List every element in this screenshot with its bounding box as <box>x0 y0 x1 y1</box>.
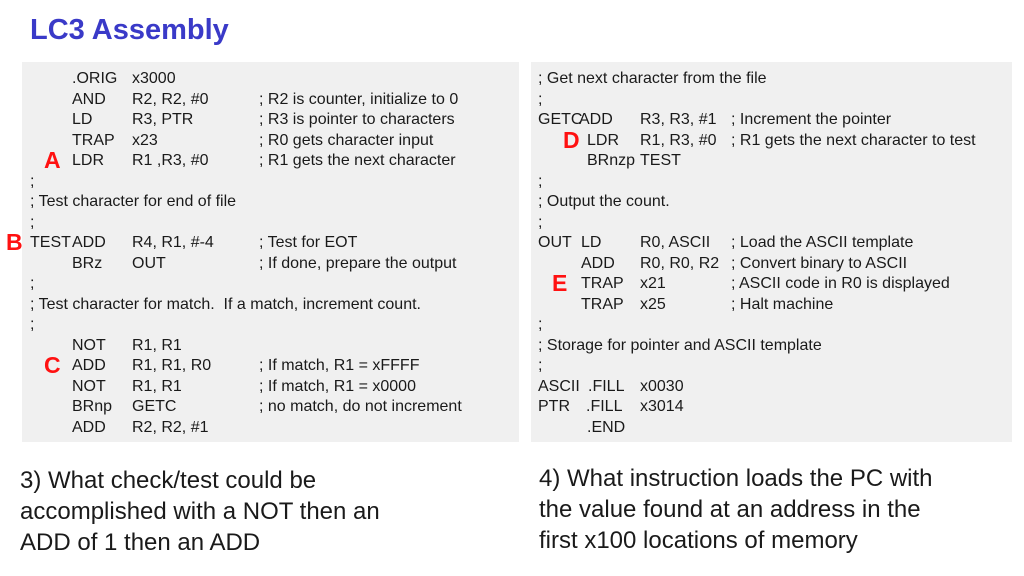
code-cm: ; no match, do not increment <box>259 398 462 415</box>
code-c2: R0, R0, R2 <box>640 254 720 272</box>
code-cm: ; Load the ASCII template <box>731 234 914 251</box>
code-c2: GETC <box>132 398 177 415</box>
code-cm: ; Halt machine <box>731 295 834 313</box>
code-text: ; Get next character from the file <box>538 70 767 87</box>
code-c2: R0, ASCII <box>640 234 711 251</box>
code-label: TEST <box>30 234 71 251</box>
code-c1: ADD <box>579 111 613 128</box>
code-text: ; <box>538 172 543 190</box>
code-c1: LD <box>72 111 93 128</box>
code-c1: ADD <box>72 357 106 374</box>
code-c2: x23 <box>132 131 158 149</box>
marker-c: C <box>44 352 61 378</box>
code-c1: .END <box>587 418 626 436</box>
code-c2: R2, R2, #0 <box>132 90 209 108</box>
code-c2: R4, R1, #-4 <box>132 234 214 251</box>
question-4-line: the value found at an address in the <box>539 496 921 523</box>
code-c1: ADD <box>581 254 615 272</box>
code-cm: ; R3 is pointer to characters <box>259 111 455 128</box>
code-cm: ; R2 is counter, initialize to 0 <box>259 90 459 108</box>
code-cm: ; ASCII code in R0 is displayed <box>731 275 950 292</box>
code-text: ; Output the count. <box>538 193 670 210</box>
code-c2: x25 <box>640 295 666 313</box>
code-c1: TRAP <box>581 275 624 292</box>
code-cm: ; Test for EOT <box>259 234 358 251</box>
code-text: ; <box>538 357 543 374</box>
code-c2: x3000 <box>132 70 176 87</box>
code-c2: OUT <box>132 254 166 272</box>
code-c1: LD <box>581 234 602 251</box>
code-c1: LDR <box>72 152 105 169</box>
code-text: ; <box>538 316 543 333</box>
marker-a: A <box>44 147 61 173</box>
question-4-line: first x100 locations of memory <box>539 527 858 554</box>
code-text: ; <box>538 90 543 108</box>
code-c1: BRnp <box>72 398 113 415</box>
code-c2: R1 ,R3, #0 <box>132 152 209 169</box>
code-c2: x0030 <box>640 377 684 395</box>
code-text: ; Storage for pointer and ASCII template <box>538 336 822 354</box>
code-text: ; <box>538 213 543 231</box>
code-cm: ; R1 gets the next character to test <box>731 131 976 149</box>
right-code-panel <box>531 62 1012 442</box>
question-4-line: 4) What instruction loads the PC with <box>539 465 933 492</box>
question-3-line: ADD of 1 then an ADD <box>20 529 261 556</box>
code-c2: R3, PTR <box>132 111 194 128</box>
code-c2: TEST <box>640 152 681 169</box>
code-cm: ; Convert binary to ASCII <box>731 254 908 272</box>
code-text: ; <box>30 172 35 190</box>
code-c1: NOT <box>72 336 106 354</box>
code-cm: ; If done, prepare the output <box>259 254 457 272</box>
code-c1: AND <box>72 90 106 108</box>
code-c2: x3014 <box>640 398 684 415</box>
code-cm: ; If match, R1 = x0000 <box>259 377 416 395</box>
code-text: ; <box>30 316 35 333</box>
code-cm: ; If match, R1 = xFFFF <box>259 357 420 374</box>
code-c1: ADD <box>72 234 106 251</box>
code-label: GETC <box>538 111 583 128</box>
question-4 <box>539 463 933 556</box>
code-label: ASCII <box>538 377 580 395</box>
question-3-line: 3) What check/test could be <box>20 467 317 494</box>
code-c2: R1, R1, R0 <box>132 357 212 374</box>
code-c1: BRz <box>72 254 103 272</box>
code-cm: ; R0 gets character input <box>259 131 434 149</box>
code-c2: x21 <box>640 275 666 292</box>
left-code-panel <box>22 62 519 442</box>
code-c2: R1, R3, #0 <box>640 131 717 149</box>
question-3 <box>20 465 380 558</box>
code-c1: LDR <box>587 131 620 149</box>
code-c2: R1, R1 <box>132 336 182 354</box>
marker-b: B <box>6 229 23 255</box>
code-c1: .FILL <box>588 377 625 395</box>
question-3-line: accomplished with a NOT then an <box>20 498 380 525</box>
marker-e: E <box>552 270 568 296</box>
code-cm: ; Increment the pointer <box>731 111 892 128</box>
marker-d: D <box>563 127 580 153</box>
code-c2: R2, R2, #1 <box>132 418 209 436</box>
code-label: PTR <box>538 398 570 415</box>
code-c1: .FILL <box>586 398 623 415</box>
page-title: LC3 Assembly <box>30 14 229 46</box>
code-text: ; Test character for end of file <box>30 193 237 210</box>
code-c1: ADD <box>72 418 106 436</box>
code-label: OUT <box>538 234 572 251</box>
code-text: ; Test character for match. If a match, increment count. <box>30 295 421 313</box>
code-c1: TRAP <box>581 295 624 313</box>
code-c2: R3, R3, #1 <box>640 111 717 128</box>
code-text: ; <box>30 275 35 292</box>
code-text: ; <box>30 213 35 231</box>
code-c1: BRnzp <box>587 152 636 169</box>
code-c2: R1, R1 <box>132 377 182 395</box>
code-c1: TRAP <box>72 131 115 149</box>
code-c1: .ORIG <box>72 70 118 87</box>
code-cm: ; R1 gets the next character <box>259 152 456 169</box>
code-c1: NOT <box>72 377 106 395</box>
